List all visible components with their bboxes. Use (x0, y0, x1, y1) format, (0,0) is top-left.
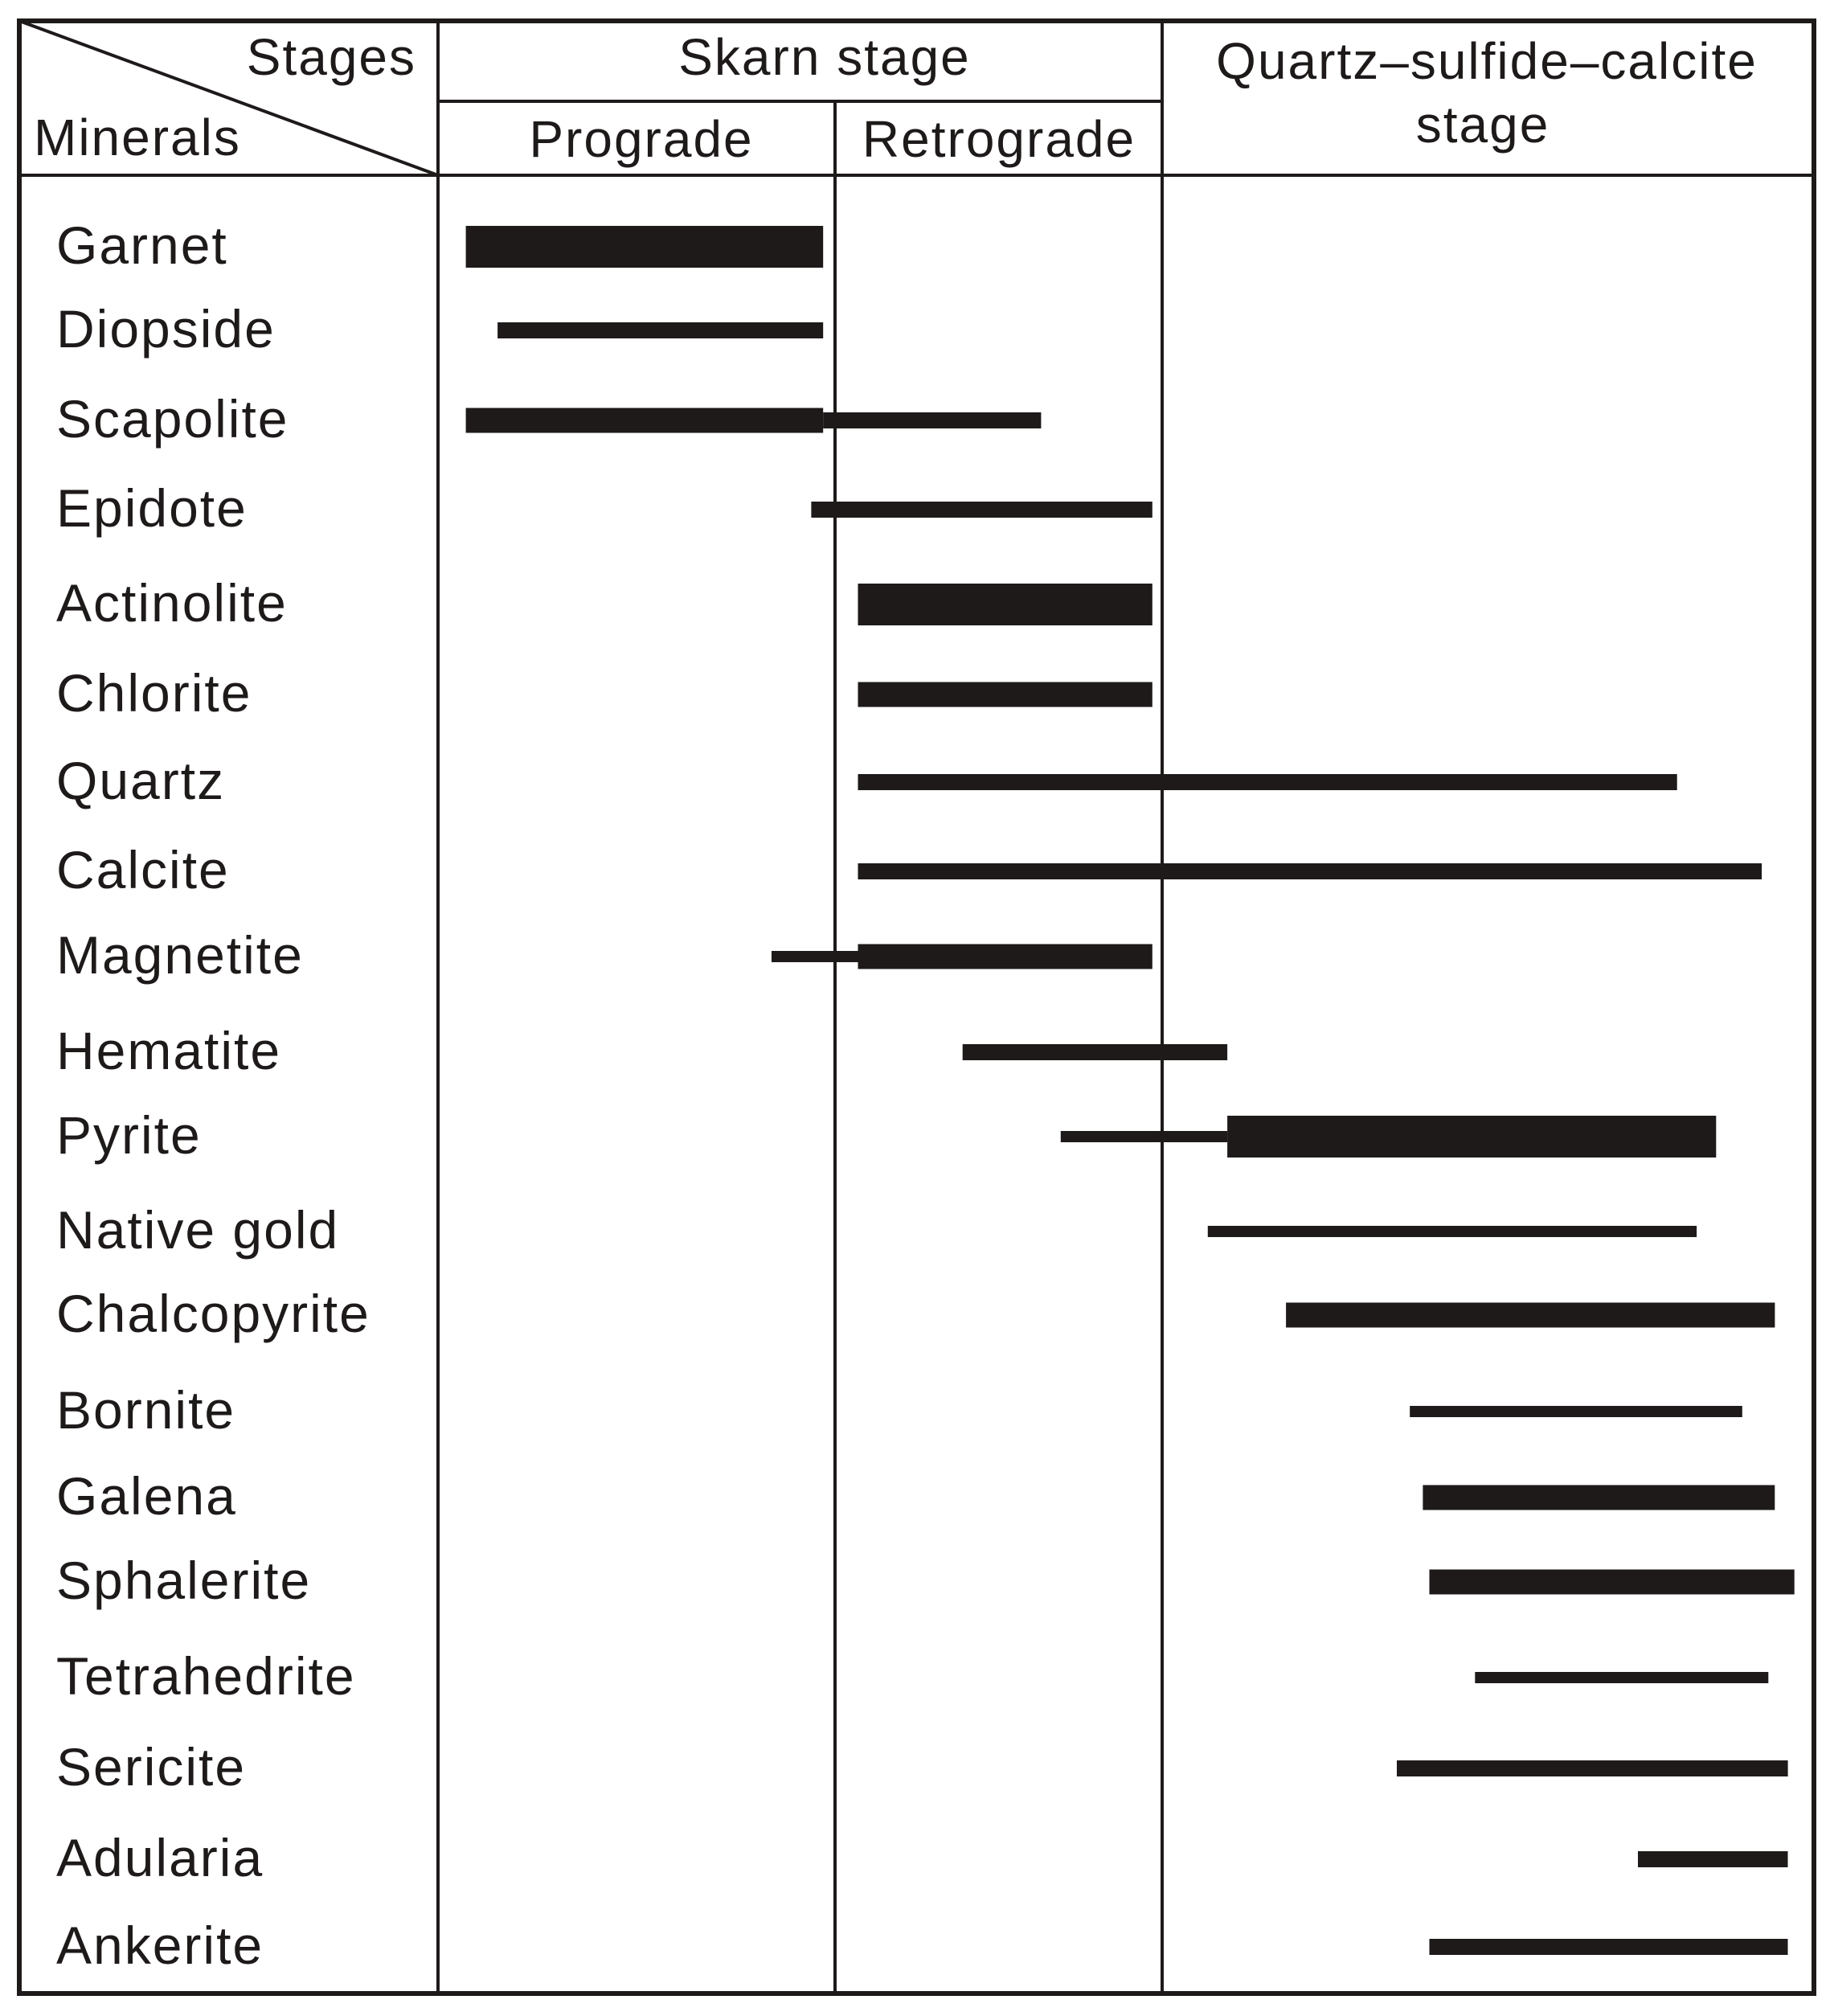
duration-bar-hematite-1 (963, 1044, 1227, 1060)
corner-minerals-label: Minerals (34, 109, 241, 166)
duration-bar-quartz-1 (858, 774, 1677, 790)
mineral-label-diopside: Diopside (56, 299, 276, 359)
mineral-label-pyrite: Pyrite (56, 1105, 202, 1165)
mineral-label-tetrahedrite: Tetrahedrite (56, 1646, 356, 1706)
duration-bar-calcite-1 (858, 863, 1762, 879)
qsc-stage-label-line1: Quartz–sulfide–calcite (1216, 32, 1758, 90)
mineral-label-native-gold: Native gold (56, 1200, 340, 1260)
mineral-label-galena: Galena (56, 1466, 237, 1526)
mineral-label-actinolite: Actinolite (56, 573, 288, 633)
qsc-stage-label-line2: stage (1415, 96, 1550, 154)
duration-bar-sericite-1 (1397, 1760, 1788, 1776)
mineral-rows (56, 215, 1795, 1975)
mineral-label-ankerite: Ankerite (56, 1916, 264, 1975)
mineral-label-garnet: Garnet (56, 215, 228, 275)
duration-bar-scapolite-1 (466, 408, 824, 433)
duration-bar-galena-1 (1423, 1485, 1775, 1510)
mineral-label-quartz: Quartz (56, 751, 226, 810)
duration-bar-tetrahedrite-1 (1475, 1672, 1768, 1683)
duration-bar-pyrite-2 (1227, 1116, 1716, 1158)
duration-bar-chlorite-1 (858, 682, 1152, 707)
mineral-label-epidote: Epidote (56, 478, 248, 538)
duration-bar-magnetite-1 (772, 951, 858, 962)
mineral-label-sphalerite: Sphalerite (56, 1551, 312, 1610)
prograde-label: Prograde (529, 110, 754, 168)
mineral-label-calcite: Calcite (56, 840, 230, 899)
duration-bar-diopside-1 (497, 322, 823, 338)
mineral-label-scapolite: Scapolite (56, 389, 289, 449)
duration-bar-scapolite-2 (823, 412, 1041, 428)
duration-bar-ankerite-1 (1430, 1939, 1788, 1955)
mineral-label-adularia: Adularia (56, 1828, 264, 1887)
duration-bar-sphalerite-1 (1430, 1570, 1795, 1595)
mineral-label-chalcopyrite: Chalcopyrite (56, 1284, 371, 1343)
skarn-stage-label: Skarn stage (678, 28, 971, 86)
duration-bar-adularia-1 (1638, 1851, 1788, 1867)
mineral-label-sericite: Sericite (56, 1737, 247, 1797)
duration-bar-garnet-1 (466, 226, 824, 268)
mineral-label-hematite: Hematite (56, 1021, 282, 1080)
duration-bar-epidote-1 (811, 502, 1152, 518)
duration-bar-bornite-1 (1410, 1406, 1742, 1417)
mineral-label-chlorite: Chlorite (56, 663, 252, 723)
mineral-label-magnetite: Magnetite (56, 925, 304, 985)
duration-bar-magnetite-2 (858, 944, 1152, 969)
corner-stages-label: Stages (246, 28, 416, 86)
retrograde-label: Retrograde (862, 110, 1136, 168)
header (34, 28, 1758, 168)
duration-bar-chalcopyrite-1 (1286, 1303, 1775, 1328)
duration-bar-actinolite-1 (858, 584, 1152, 625)
duration-bar-pyrite-1 (1061, 1131, 1227, 1142)
mineral-label-bornite: Bornite (56, 1380, 236, 1440)
duration-bar-native-gold-1 (1208, 1226, 1697, 1237)
